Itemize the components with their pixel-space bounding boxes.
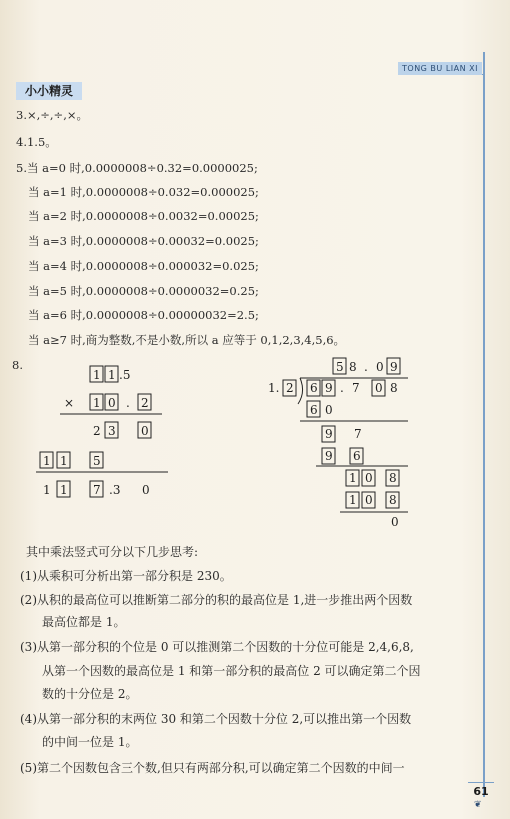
- div-digit: 8: [390, 381, 398, 395]
- explanation-line: (4)从第一部分积的末两位 30 和第二个因数十分位 2,可以推出第一个因数: [20, 712, 412, 726]
- answer-5-line: 当 a≥7 时,商为整数,不是小数,所以 a 应等于 0,1,2,3,4,5,6。: [28, 333, 346, 347]
- div-digit: 0: [365, 471, 373, 485]
- explanation-intro: 其中乘法竖式可分以下几步思考:: [26, 545, 199, 559]
- explanation-line: 从第一个因数的最高位是 1 和第一部分积的最高位 2 可以确定第二个因: [42, 664, 421, 678]
- explanation-line: (2)从积的最高位可以推断第二部分的积的最高位是 1,进一步推出两个因数: [20, 593, 413, 607]
- answer-3: 3.×,÷,÷,×。: [16, 108, 88, 122]
- answer-8-label: 8.: [12, 358, 23, 372]
- answer-5-line: 当 a=5 时,0.0000008÷0.0000032=0.25;: [28, 284, 259, 298]
- mult-digit: 3: [108, 424, 116, 438]
- div-digit: 7: [352, 381, 360, 395]
- mult-digit: 0: [141, 424, 149, 438]
- answer-5-line: 当 a=2 时,0.0000008÷0.0032=0.00025;: [28, 209, 259, 223]
- explanation-line: (3)从第一部分积的个位是 0 可以推测第二个因数的十分位可能是 2,4,6,8,: [20, 640, 414, 654]
- mult-digit: 0: [108, 396, 116, 410]
- answer-5-line: 5.当 a=0 时,0.0000008÷0.32=0.0000025;: [16, 161, 258, 175]
- div-digit: 1: [349, 471, 357, 485]
- mult-digit: .5: [119, 368, 131, 382]
- div-digit: 0: [325, 403, 333, 417]
- mult-digit: .3: [109, 483, 121, 497]
- mult-digit: 1: [93, 368, 101, 382]
- section-title: 小小精灵: [16, 82, 82, 100]
- mult-digit: 1: [43, 483, 51, 497]
- div-digit: 9: [325, 381, 333, 395]
- div-digit: 9: [390, 360, 398, 374]
- explanation-line: 的中间一位是 1。: [42, 735, 138, 749]
- mult-digit: 0: [142, 483, 150, 497]
- mult-digit: 1: [108, 368, 116, 382]
- mult-digit: .: [126, 396, 130, 410]
- mult-digit: 1: [43, 454, 51, 468]
- page-number: 61: [468, 782, 494, 801]
- div-digit: 6: [353, 449, 361, 463]
- answer-5-line: 当 a=4 时,0.0000008÷0.000032=0.025;: [28, 259, 259, 273]
- div-digit: 8: [389, 471, 397, 485]
- mult-digit: 7: [93, 483, 101, 497]
- mult-digit: 1: [60, 454, 68, 468]
- mult-digit: 1: [60, 483, 68, 497]
- div-digit: 1.: [268, 381, 280, 395]
- explanation-line: (5)第二个因数包含三个数,但只有两部分积,可以确定第二个因数的中间一: [20, 761, 405, 775]
- explanation-line: (1)从乘积可分析出第一部分积是 230。: [20, 569, 232, 583]
- mult-digit: 2: [93, 424, 101, 438]
- mult-digit: 2: [141, 396, 149, 410]
- div-digit: .: [340, 381, 344, 395]
- div-digit: 6: [310, 381, 318, 395]
- mult-digit: 1: [93, 396, 101, 410]
- mult-digit: 5: [93, 454, 101, 468]
- answer-5-line: 当 a=1 时,0.0000008÷0.032=0.000025;: [28, 185, 259, 199]
- answer-5-line: 当 a=6 时,0.0000008÷0.00000032=2.5;: [28, 308, 259, 322]
- div-digit: 2: [286, 381, 294, 395]
- div-digit: 9: [325, 449, 333, 463]
- div-digit: 7: [354, 427, 362, 441]
- answer-4: 4.1.5。: [16, 135, 57, 149]
- running-head: TONG BU LIAN XI: [398, 62, 482, 75]
- div-digit: 8: [389, 493, 397, 507]
- mult-operator: ×: [64, 396, 75, 410]
- div-digit: 9: [325, 427, 333, 441]
- div-digit: 6: [310, 403, 318, 417]
- div-digit: 0: [365, 493, 373, 507]
- div-digit: .: [364, 360, 368, 374]
- answer-5-line: 当 a=3 时,0.0000008÷0.00032=0.0025;: [28, 234, 259, 248]
- div-digit: 8: [349, 360, 357, 374]
- div-digit: 0: [375, 381, 383, 395]
- multiplication-vertical: [36, 366, 168, 497]
- div-digit: 0: [376, 360, 384, 374]
- div-digit: 0: [391, 515, 399, 529]
- div-digit: 1: [349, 493, 357, 507]
- div-digit: 5: [336, 360, 344, 374]
- long-division: [268, 358, 408, 529]
- page-ornament-icon: ❦: [474, 800, 482, 810]
- explanation-line: 最高位都是 1。: [42, 615, 126, 629]
- explanation-line: 数的十分位是 2。: [42, 687, 138, 701]
